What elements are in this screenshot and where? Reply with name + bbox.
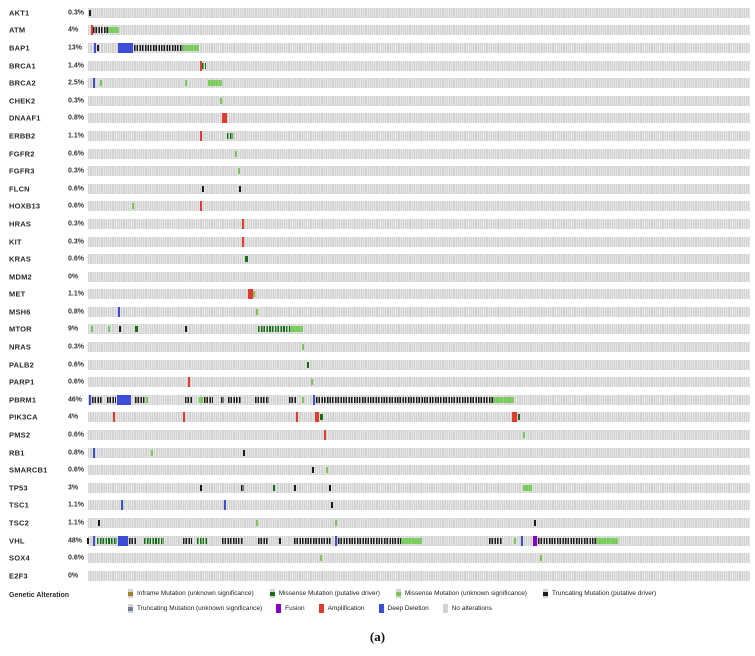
gene-row-E2F3: [0, 567, 755, 585]
sample-track[interactable]: [88, 360, 750, 370]
sample-track[interactable]: [88, 96, 750, 106]
sample-track[interactable]: [88, 201, 750, 211]
gene-alteration-percent: 1.1%: [68, 290, 84, 298]
gene-alteration-percent: 0.8%: [68, 114, 84, 122]
alteration-mark[interactable]: [118, 307, 120, 317]
legend-item-label: No alterations: [451, 605, 492, 612]
gene-alteration-percent: 1.1%: [68, 132, 84, 140]
sample-track[interactable]: [88, 78, 750, 88]
legend-item-if: [128, 589, 254, 598]
gene-name: SMARCB1: [9, 465, 48, 475]
alteration-mark[interactable]: [87, 538, 89, 544]
gene-name: PALB2: [9, 360, 35, 370]
legend-item-label: Deep Deletion: [387, 605, 429, 612]
alteration-mark[interactable]: [97, 538, 117, 544]
alteration-mark[interactable]: [294, 485, 296, 491]
alteration-mark[interactable]: [200, 201, 202, 211]
alteration-mark[interactable]: [235, 151, 237, 157]
gene-name: FLCN: [9, 184, 30, 194]
sample-track[interactable]: [88, 237, 750, 247]
gene-name: KIT: [9, 237, 22, 247]
alteration-mark[interactable]: [92, 397, 103, 403]
alteration-mark[interactable]: [255, 397, 269, 403]
alteration-mark[interactable]: [279, 538, 281, 544]
gene-alteration-percent: 0.6%: [68, 150, 84, 158]
sample-track[interactable]: [88, 377, 750, 387]
gene-row-PBRM1: [0, 391, 755, 409]
alteration-mark[interactable]: [331, 502, 333, 508]
alteration-mark[interactable]: [200, 485, 202, 491]
alteration-mark[interactable]: [185, 326, 187, 332]
legend-item-label: Truncating Mutation (putative driver): [551, 590, 657, 597]
alteration-mark[interactable]: [118, 536, 128, 546]
alteration-mark[interactable]: [89, 10, 91, 16]
gene-alteration-percent: 0.6%: [68, 202, 84, 210]
gene-row-HOXB13: [0, 198, 755, 216]
legend-glyph-icon: [443, 604, 448, 613]
gene-row-TSC1: [0, 497, 755, 515]
alteration-mark[interactable]: [93, 536, 95, 546]
gene-name: HOXB13: [9, 201, 41, 211]
gene-alteration-percent: 13%: [68, 44, 83, 52]
alteration-mark[interactable]: [93, 78, 95, 88]
alteration-mark[interactable]: [94, 43, 96, 53]
alteration-mark[interactable]: [204, 397, 213, 403]
legend-glyph-icon: [543, 589, 548, 598]
sample-track[interactable]: [88, 430, 750, 440]
gene-row-KRAS: [0, 250, 755, 268]
alteration-mark[interactable]: [315, 412, 319, 422]
legend-item-am: [319, 604, 365, 613]
legend-row-1: [128, 589, 656, 598]
alteration-mark[interactable]: [129, 538, 136, 544]
alteration-mark[interactable]: [538, 538, 596, 544]
gene-alteration-percent: 1.1%: [68, 519, 84, 527]
gene-alteration-percent: 0.3%: [68, 97, 84, 105]
legend-item-label: Amplification: [327, 605, 365, 612]
gene-name: ERBB2: [9, 131, 36, 141]
alteration-mark[interactable]: [596, 538, 618, 544]
gene-row-VHL: [0, 532, 755, 550]
alteration-mark[interactable]: [312, 467, 314, 473]
sample-track[interactable]: [88, 43, 750, 53]
alteration-mark[interactable]: [335, 520, 337, 526]
gene-alteration-percent: 46%: [68, 396, 83, 404]
gene-alteration-percent: 0.6%: [68, 554, 84, 562]
alteration-mark[interactable]: [329, 485, 331, 491]
gene-alteration-percent: 2.5%: [68, 79, 84, 87]
gene-name: PMS2: [9, 430, 31, 440]
sample-track[interactable]: [88, 465, 750, 475]
alteration-mark[interactable]: [183, 538, 192, 544]
legend-row-2: [128, 604, 492, 613]
sample-track[interactable]: [88, 8, 750, 18]
gene-row-SMARCB1: [0, 461, 755, 479]
gene-name: MET: [9, 289, 26, 299]
alteration-mark[interactable]: [121, 500, 123, 510]
gene-alteration-percent: 4%: [68, 26, 79, 34]
gene-name: MTOR: [9, 324, 32, 334]
alteration-mark[interactable]: [313, 395, 315, 405]
sample-track[interactable]: [88, 254, 750, 264]
legend-item-tv: [128, 604, 262, 613]
gene-name: KRAS: [9, 254, 32, 264]
legend-item-md: [270, 589, 380, 598]
gene-row-MSH6: [0, 303, 755, 321]
gene-alteration-percent: 0%: [68, 273, 79, 281]
alteration-mark[interactable]: [338, 538, 401, 544]
alteration-mark[interactable]: [540, 555, 542, 561]
alteration-mark[interactable]: [185, 80, 187, 86]
legend-title: Genetic Alteration: [9, 592, 70, 599]
legend-item-mv: [396, 589, 527, 598]
sample-track[interactable]: [88, 131, 750, 141]
sample-track[interactable]: [88, 500, 750, 510]
sample-track[interactable]: [88, 272, 750, 282]
sample-track[interactable]: [88, 412, 750, 422]
alteration-mark[interactable]: [208, 80, 222, 86]
gene-name: FGFR2: [9, 149, 35, 159]
alteration-mark[interactable]: [324, 430, 326, 440]
alteration-mark[interactable]: [151, 450, 153, 456]
alteration-mark[interactable]: [533, 536, 537, 546]
gene-tracks: [0, 4, 755, 585]
alteration-mark[interactable]: [107, 397, 116, 403]
alteration-mark[interactable]: [302, 344, 304, 350]
alteration-mark[interactable]: [243, 450, 245, 456]
gene-name: HRAS: [9, 219, 32, 229]
gene-row-BRCA2: [0, 74, 755, 92]
gene-name: BRCA1: [9, 61, 36, 71]
gene-alteration-percent: 0.3%: [68, 220, 84, 228]
alteration-mark[interactable]: [202, 63, 206, 69]
legend-glyph-icon: [379, 604, 384, 613]
alteration-mark[interactable]: [290, 326, 303, 332]
gene-name: CHEK2: [9, 96, 36, 106]
alteration-mark[interactable]: [401, 538, 422, 544]
gene-name: MSH6: [9, 307, 31, 317]
legend-glyph-icon: [270, 589, 275, 598]
gene-alteration-percent: 0.3%: [68, 343, 84, 351]
alteration-mark[interactable]: [320, 555, 322, 561]
gene-row-SOX4: [0, 549, 755, 567]
legend-item-label: Truncating Mutation (unknown significance): [137, 605, 263, 612]
alteration-mark[interactable]: [258, 538, 269, 544]
alteration-mark[interactable]: [311, 379, 313, 385]
gene-alteration-percent: 0.6%: [68, 185, 84, 193]
sample-track[interactable]: [88, 342, 750, 352]
alteration-mark[interactable]: [241, 485, 244, 491]
alteration-mark[interactable]: [239, 186, 241, 192]
alteration-mark[interactable]: [493, 397, 514, 403]
gene-alteration-percent: 0%: [68, 572, 79, 580]
alteration-mark[interactable]: [188, 377, 190, 387]
alteration-mark[interactable]: [296, 412, 298, 422]
sample-track[interactable]: [88, 184, 750, 194]
alteration-mark[interactable]: [93, 448, 95, 458]
alteration-mark[interactable]: [135, 326, 138, 332]
sample-track[interactable]: [88, 571, 750, 581]
gene-name: ATM: [9, 25, 26, 35]
legend-glyph-icon: [276, 604, 281, 613]
legend-item-label: Fusion: [285, 605, 305, 612]
gene-alteration-percent: 9%: [68, 325, 79, 333]
alteration-mark[interactable]: [220, 98, 222, 104]
sample-track[interactable]: [88, 166, 750, 176]
sample-track[interactable]: [88, 518, 750, 528]
gene-alteration-percent: 4%: [68, 413, 79, 421]
gene-row-FLCN: [0, 180, 755, 198]
gene-row-BRCA1: [0, 57, 755, 75]
alteration-mark[interactable]: [185, 397, 193, 403]
gene-name: TP53: [9, 483, 28, 493]
sample-track[interactable]: [88, 324, 750, 334]
gene-row-PARP1: [0, 373, 755, 391]
alteration-mark[interactable]: [202, 186, 204, 192]
gene-alteration-percent: 0.6%: [68, 255, 84, 263]
gene-row-MET: [0, 286, 755, 304]
gene-alteration-percent: 0.3%: [68, 9, 84, 17]
alteration-mark[interactable]: [242, 219, 244, 229]
alteration-mark[interactable]: [512, 412, 517, 422]
gene-name: BRCA2: [9, 78, 36, 88]
alteration-mark[interactable]: [197, 538, 207, 544]
gene-name: PBRM1: [9, 395, 37, 405]
gene-row-CHEK2: [0, 92, 755, 110]
alteration-mark[interactable]: [144, 538, 164, 544]
alteration-mark[interactable]: [221, 397, 224, 403]
sample-track[interactable]: [88, 61, 750, 71]
gene-name: RB1: [9, 448, 25, 458]
sample-track[interactable]: [88, 483, 750, 493]
alteration-mark[interactable]: [134, 45, 183, 51]
gene-name: PIK3CA: [9, 412, 38, 422]
gene-alteration-percent: 0.8%: [68, 449, 84, 457]
alteration-mark[interactable]: [135, 397, 145, 403]
gene-alteration-percent: 1.1%: [68, 501, 84, 509]
gene-name: BAP1: [9, 43, 30, 53]
alteration-mark[interactable]: [335, 536, 337, 546]
sample-track[interactable]: [88, 219, 750, 229]
gene-name: DNAAF1: [9, 113, 41, 123]
alteration-mark[interactable]: [294, 538, 331, 544]
alteration-mark[interactable]: [320, 414, 323, 420]
alteration-mark[interactable]: [518, 414, 520, 420]
alteration-mark[interactable]: [183, 412, 185, 422]
gene-row-TSC2: [0, 514, 755, 532]
alteration-mark[interactable]: [258, 326, 290, 332]
gene-name: MDM2: [9, 272, 32, 282]
alteration-mark[interactable]: [523, 485, 532, 491]
alteration-mark[interactable]: [253, 291, 255, 297]
legend-item-label: Missense Mutation (unknown significance): [404, 590, 527, 597]
legend-item-na: [443, 604, 492, 613]
alteration-mark[interactable]: [100, 80, 102, 86]
alteration-mark[interactable]: [302, 397, 304, 403]
gene-row-BAP1: [0, 39, 755, 57]
alteration-mark[interactable]: [183, 45, 199, 51]
alteration-mark[interactable]: [273, 485, 275, 491]
legend-glyph-icon: [396, 589, 401, 598]
alteration-mark[interactable]: [97, 45, 99, 51]
legend-item-td: [543, 589, 656, 598]
sample-track[interactable]: [88, 395, 750, 405]
alteration-mark[interactable]: [227, 133, 233, 139]
gene-name: SOX4: [9, 553, 30, 563]
alteration-mark[interactable]: [523, 432, 525, 438]
alteration-mark[interactable]: [307, 362, 309, 368]
gene-row-ERBB2: [0, 127, 755, 145]
alteration-mark[interactable]: [98, 520, 100, 526]
sample-track[interactable]: [88, 25, 750, 35]
gene-row-ATM: [0, 22, 755, 40]
alteration-mark[interactable]: [93, 27, 108, 33]
alteration-mark[interactable]: [200, 131, 202, 141]
alteration-mark[interactable]: [521, 536, 523, 546]
gene-row-MTOR: [0, 321, 755, 339]
gene-name: TSC1: [9, 500, 29, 510]
gene-alteration-percent: 0.6%: [68, 361, 84, 369]
alteration-mark[interactable]: [534, 520, 536, 526]
alteration-mark[interactable]: [489, 538, 502, 544]
gene-row-PMS2: [0, 426, 755, 444]
alteration-mark[interactable]: [91, 326, 93, 332]
alteration-mark[interactable]: [108, 27, 119, 33]
alteration-mark[interactable]: [224, 500, 226, 510]
alteration-mark[interactable]: [222, 113, 227, 123]
legend-item-fu: [276, 604, 305, 613]
legend-glyph-icon: [128, 589, 133, 598]
gene-row-FGFR3: [0, 162, 755, 180]
gene-row-PIK3CA: [0, 409, 755, 427]
alteration-mark[interactable]: [146, 397, 148, 403]
gene-alteration-percent: 0.6%: [68, 431, 84, 439]
gene-row-DNAAF1: [0, 110, 755, 128]
gene-row-NRAS: [0, 338, 755, 356]
gene-alteration-percent: 0.8%: [68, 308, 84, 316]
gene-row-PALB2: [0, 356, 755, 374]
alteration-mark[interactable]: [222, 538, 243, 544]
gene-row-MDM2: [0, 268, 755, 286]
alteration-mark[interactable]: [113, 412, 115, 422]
sample-track[interactable]: [88, 113, 750, 123]
alteration-mark[interactable]: [289, 397, 296, 403]
alteration-mark[interactable]: [89, 395, 91, 405]
alteration-mark[interactable]: [326, 467, 328, 473]
gene-alteration-percent: 1.4%: [68, 62, 84, 70]
gene-alteration-percent: 48%: [68, 537, 83, 545]
alteration-mark[interactable]: [256, 309, 258, 315]
alteration-mark[interactable]: [119, 326, 121, 332]
alteration-mark[interactable]: [256, 520, 258, 526]
gene-name: FGFR3: [9, 166, 35, 176]
legend-item-label: Inframe Mutation (unknown significance): [137, 590, 254, 597]
gene-row-HRAS: [0, 215, 755, 233]
gene-row-KIT: [0, 233, 755, 251]
alteration-mark[interactable]: [316, 397, 493, 403]
legend-glyph-icon: [319, 604, 324, 613]
legend-item-dd: [379, 604, 429, 613]
gene-alteration-percent: 0.6%: [68, 378, 84, 386]
gene-alteration-percent: 3%: [68, 484, 79, 492]
alteration-mark[interactable]: [514, 538, 516, 544]
alteration-mark[interactable]: [242, 237, 244, 247]
gene-row-FGFR2: [0, 145, 755, 163]
gene-name: VHL: [9, 536, 25, 546]
alteration-mark[interactable]: [199, 397, 203, 403]
gene-name: PARP1: [9, 377, 35, 387]
gene-name: TSC2: [9, 518, 29, 528]
sample-track[interactable]: [88, 536, 750, 546]
sample-track[interactable]: [88, 553, 750, 563]
gene-name: E2F3: [9, 571, 28, 581]
sample-track[interactable]: [88, 149, 750, 159]
gene-row-TP53: [0, 479, 755, 497]
sample-track[interactable]: [88, 289, 750, 299]
alteration-mark[interactable]: [238, 168, 240, 174]
gene-alteration-percent: 0.3%: [68, 238, 84, 246]
alteration-mark[interactable]: [118, 43, 133, 53]
legend-glyph-icon: [128, 604, 133, 613]
alteration-mark[interactable]: [117, 395, 131, 405]
alteration-mark[interactable]: [108, 326, 110, 332]
gene-alteration-percent: 0.3%: [68, 167, 84, 175]
gene-alteration-percent: 0.6%: [68, 466, 84, 474]
legend-item-label: Missense Mutation (putative driver): [278, 590, 380, 597]
alteration-mark[interactable]: [245, 256, 248, 262]
gene-name: NRAS: [9, 342, 32, 352]
gene-row-AKT1: [0, 4, 755, 22]
figure-caption: (a): [369, 629, 386, 644]
sample-track[interactable]: [88, 448, 750, 458]
gene-row-RB1: [0, 444, 755, 462]
alteration-mark[interactable]: [132, 203, 134, 209]
gene-name: AKT1: [9, 8, 30, 18]
sample-track[interactable]: [88, 307, 750, 317]
alteration-mark[interactable]: [228, 397, 241, 403]
